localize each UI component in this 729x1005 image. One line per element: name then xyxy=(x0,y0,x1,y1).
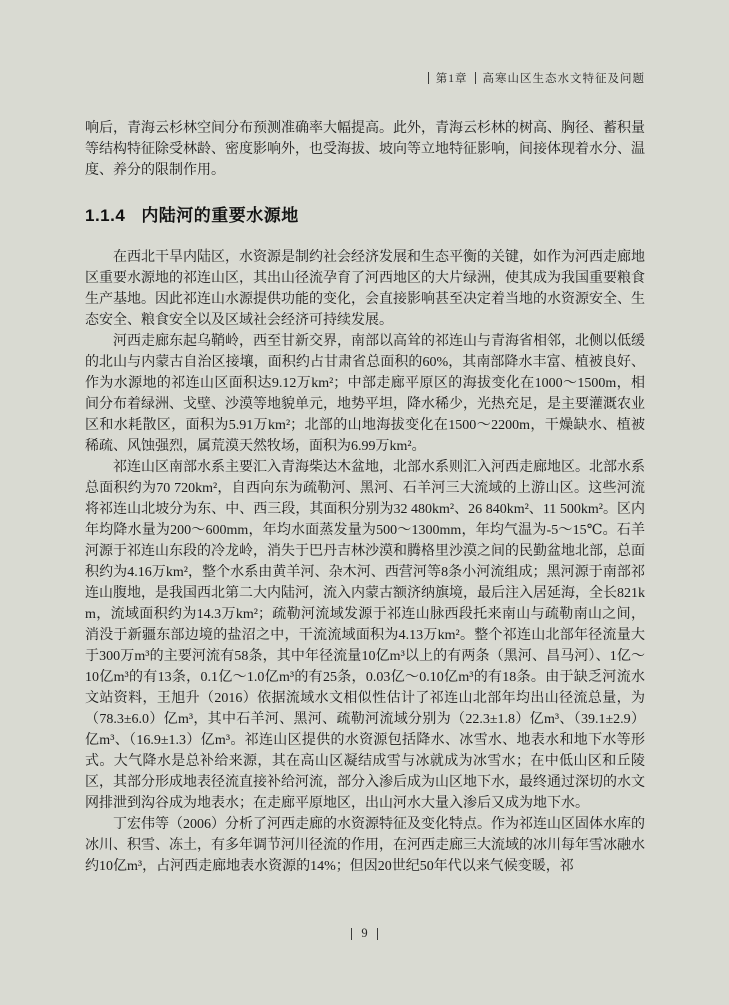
header-divider-bar xyxy=(475,72,476,84)
continuation-paragraph: 响后，青海云杉林空间分布预测准确率大幅提高。此外，青海云杉林的树高、胸径、蓄积量等结构特征除受林龄、密度影响外，也受海拔、坡向等立地特征影响，间接体现着水分、温度、养分的限制作用。 xyxy=(85,121,645,178)
running-header xyxy=(428,70,645,86)
body-paragraph: 在西北干旱内陆区，水资源是制约社会经济发展和生态平衡的关键，如作为河西走廊地区重要水源地的祁连山区，其出山径流孕育了河西地区的大片绿洲，使其成为我国重要粮食生产基地。因此祁连山水源提供功能的变化，会直接影响甚至决定着当地的水资源安全、生态安全、粮食安全以及区域社会经济可持续发展。 xyxy=(85,250,645,328)
section-heading xyxy=(85,205,645,226)
page-number: 9 xyxy=(361,926,368,940)
section-title: 内陆河的重要水源地 xyxy=(141,206,299,225)
header-divider-bar xyxy=(428,72,429,84)
chapter-label: 第1章 xyxy=(435,73,468,85)
footer-divider-bar xyxy=(351,928,352,940)
footer-divider-bar xyxy=(377,928,378,940)
body-paragraph: 河西走廊东起乌鞘岭，西至甘新交界，南部以高耸的祁连山与青海省相邻，北侧以低缓的北山与内蒙古自治区接壤，面积约占甘肃省总面积的60%，其南部降水丰富、植被良好、作为水源地的祁连山区面积达9.12万km²；中部走廊平原区的海拔变化在1000～1500m，相间分布着绿洲、戈壁、沙漠等地貌单元，地势平坦，降水稀少，光热充足，是主要灌溉农业区和水耗散区，面积为5.91万km²；北部的山地海拔变化在1500～2200m，干燥缺水、植被稀疏、风蚀强烈，属荒漠天然牧场，面积为6.99万km²。 xyxy=(85,334,645,454)
body-paragraph: 丁宏伟等（2006）分析了河西走廊的水资源特征及变化特点。作为祁连山区固体水库的冰川、积雪、冻土，有多年调节河川径流的作用，在河西走廊三大流域的冰川每年雪冰融水约10亿m³，占河西走廊地表水资源的14%；但因20世纪50年代以来气候变暖，祁 xyxy=(85,817,645,874)
chapter-title: 高寒山区生态水文特征及问题 xyxy=(482,73,645,85)
body-paragraph: 祁连山区南部水系主要汇入青海柴达木盆地，北部水系则汇入河西走廊地区。北部水系总面积约为70 720km²，自西向东为疏勒河、黑河、石羊河三大流域的上游山区。这些河流将祁连山北坡分为东、中、西三段，其面积分别为32 480km²、26 840km²、11 500km²。区内年均降水量为200～600mm，年均水面蒸发量为500～1300mm，年均气温为-5～15℃。石羊河源于祁连山东段的冷龙岭，消失于巴丹吉林沙漠和腾格里沙漠之间的民勤盆地北部，总面积约为4.16万km²，整个水系由黄羊河、杂木河、西营河等8条小河流组成；黑河源于南部祁连山腹地，是我国西北第二大内陆河，流入内蒙古额济纳旗境，最后注入居延海，全长821km，流域面积约为14.3万km²；疏勒河流域发源于祁连山脉西段托来南山与疏勒南山之间，消没于新疆东部边境的盐沼之中，干流流域面积为4.13万km²。整个祁连山北部年径流量大于300万m³的主要河流有58条，其中年径流量10亿m³以上的有两条（黑河、昌马河）、1亿～10亿m³的有13条，0.1亿～1.0亿m³的有25条，0.03亿～0.10亿m³的有18条。由于缺乏河流水文站资料，王旭升（2016）依据流域水文相似性估计了祁连山北部年均出山径流总量，为（78.3±6.0）亿m³，其中石羊河、黑河、疏勒河流域分别为（22.3±1.8）亿m³、（39.1±2.9）亿m³、（16.9±1.3）亿m³。祁连山区提供的水资源包括降水、冰雪水、地表水和地下水等形式。大气降水是总补给来源，其在高山区凝结成雪与冰就成为冰雪水；在中低山区和丘陵区，其部分形成地表径流直接补给河流，部分入渗后成为山区地下水，最终通过深切的水文网排泄到沟谷成为地表水；在走廊平原地区，出山河水大量入渗后又成为地下水。 xyxy=(85,460,645,811)
section-number: 1.1.4 xyxy=(85,206,126,225)
page-footer xyxy=(0,926,729,941)
page-body xyxy=(85,118,645,877)
